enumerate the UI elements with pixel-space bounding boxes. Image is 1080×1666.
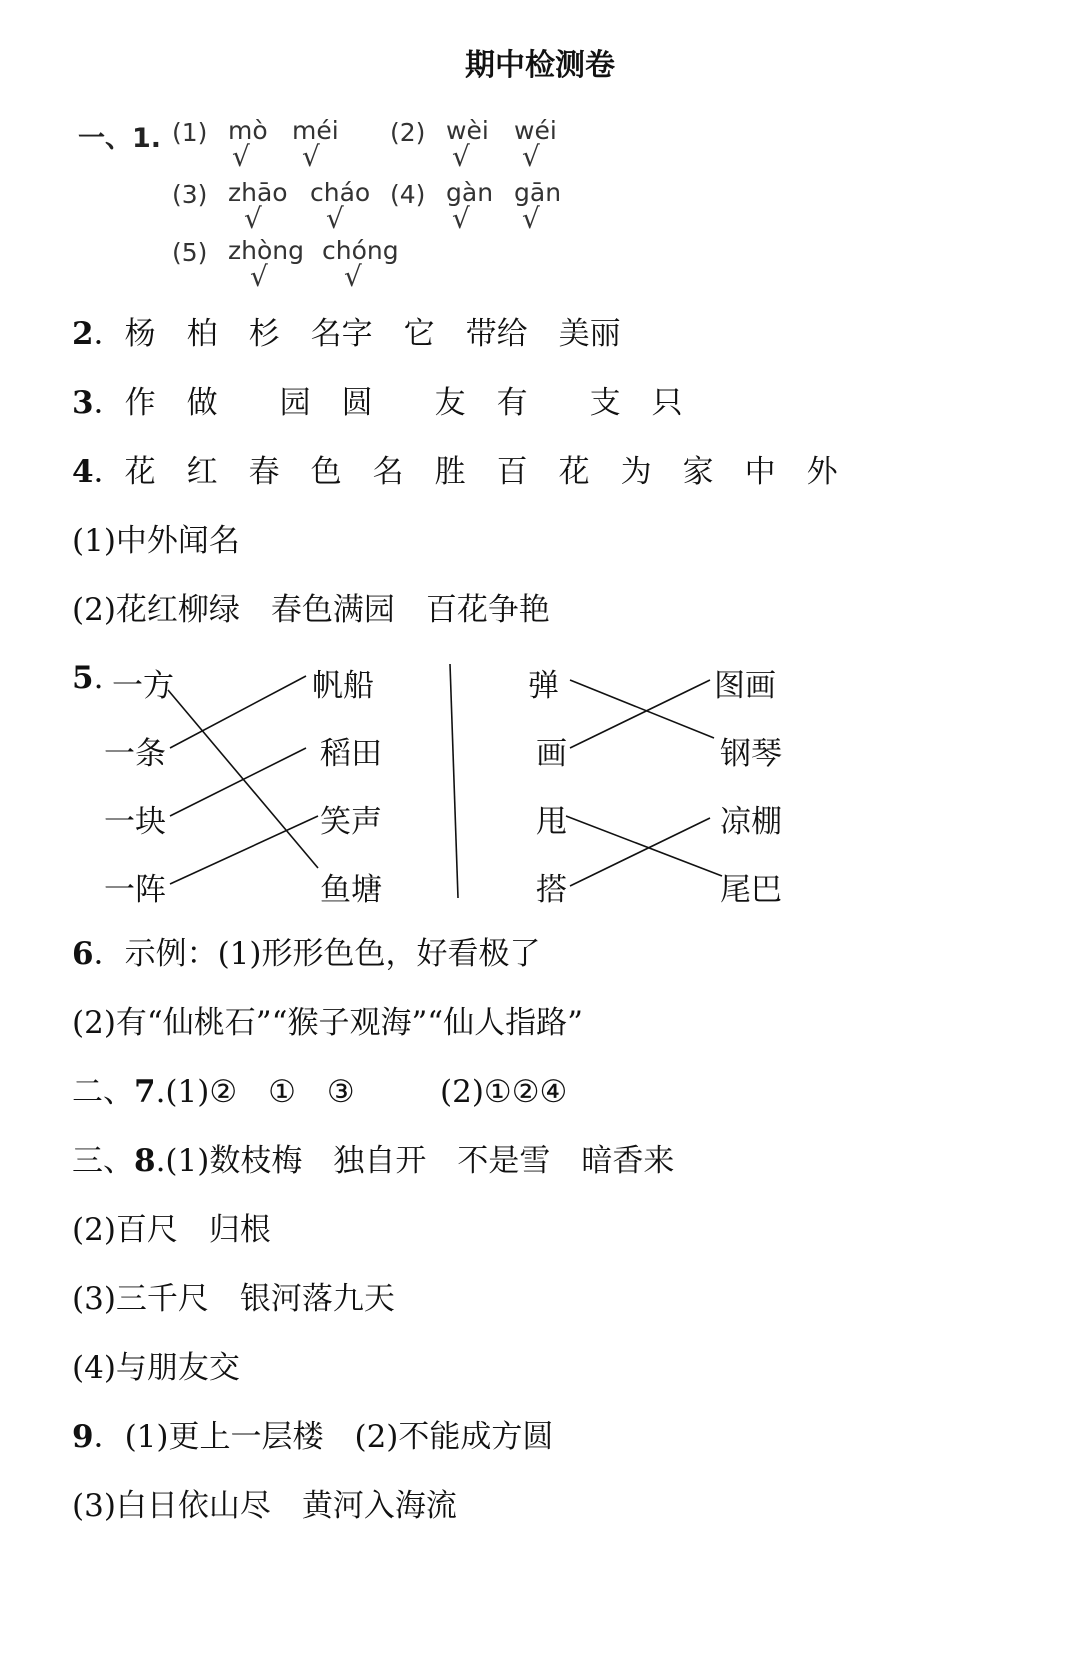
- section-prefix: 三、: [72, 1143, 134, 1179]
- match-line: [570, 680, 710, 748]
- q1-group-4-pinyin-1: gàn: [446, 178, 494, 207]
- question-number: 7: [134, 1074, 156, 1110]
- question-7: [72, 1072, 355, 1112]
- question-number: 9: [72, 1419, 94, 1455]
- question-4-answer: 花 红 春 色 名 胜 百 花 为 家 中 外: [124, 454, 838, 490]
- question-9: [72, 1417, 553, 1457]
- check-mark: √: [244, 202, 262, 235]
- q1-group-4-pinyin-2: gān: [514, 178, 562, 207]
- question-4-sub-2: (2)花红柳绿 春色满园 百花争艳: [72, 592, 550, 628]
- question-6-answer-2: (2)有“仙桃石”“猴子观海”“仙人指路”: [72, 1005, 583, 1041]
- match-right-b-4: 尾巴: [720, 872, 782, 908]
- match-right-a-4: 鱼塘: [320, 872, 382, 908]
- question-number: 4: [72, 454, 94, 490]
- match-line: [570, 818, 710, 886]
- check-mark: √: [250, 260, 268, 293]
- match-line: [170, 676, 306, 748]
- match-line: [566, 816, 722, 876]
- question-6: [72, 934, 541, 974]
- divider-line: [450, 664, 458, 898]
- page-title: 期中检测卷: [465, 48, 615, 83]
- question-2-answer: 杨 柏 杉 名字 它 带给 美丽: [124, 316, 621, 352]
- match-left-b-1: 弹: [528, 668, 559, 704]
- match-right-a-3: 笑声: [320, 804, 382, 840]
- question-9-answer-2: (3)白日依山尽 黄河入海流: [72, 1488, 457, 1524]
- question-number: 6: [72, 936, 94, 972]
- q1-group-3-pinyin-2: cháo: [310, 178, 371, 207]
- match-left-a-2: 一条: [104, 736, 166, 772]
- q1-group-5-pinyin-1: zhòng: [228, 236, 304, 265]
- q1-group-2-pinyin-1: wèi: [446, 116, 489, 145]
- question-8-answer-1: .(1)数枝梅 独自开 不是雪 暗香来: [155, 1143, 675, 1179]
- q1-group-1-pinyin-1: mò: [228, 116, 268, 145]
- match-left-a-3: 一块: [104, 804, 166, 840]
- question-6-answer-1: 示例：(1)形形色色，好看极了: [124, 936, 541, 972]
- question-number: 3: [72, 385, 94, 421]
- check-mark: √: [344, 260, 362, 293]
- match-left-b-2: 画: [536, 736, 567, 772]
- q1-group-2-number: (2): [390, 118, 426, 147]
- question-dot: ．: [93, 1419, 125, 1455]
- check-mark: √: [302, 140, 320, 173]
- question-dot: ．: [93, 385, 125, 421]
- section-prefix: 二、: [72, 1074, 134, 1110]
- question-7-answer-2: (2)①②④: [440, 1074, 568, 1110]
- question-8-answer-3: (3)三千尺 银河落九天: [72, 1281, 395, 1317]
- question-8-answer-4: (4)与朋友交: [72, 1350, 240, 1386]
- q1-group-4-number: (4): [390, 180, 426, 209]
- q1-group-3-number: (3): [172, 180, 208, 209]
- question-3-answer: 作 做 园 圆 友 有 支 只: [124, 385, 683, 421]
- question-8-answer-2: (2)百尺 归根: [72, 1212, 271, 1248]
- question-1-label: 一、1.: [78, 123, 162, 154]
- q1-group-5-pinyin-2: chóng: [322, 236, 399, 265]
- question-number: 5: [72, 660, 94, 696]
- match-left-a-1: 一方: [112, 668, 174, 704]
- match-right-b-1: 图画: [714, 668, 776, 704]
- q1-group-2-pinyin-2: wéi: [514, 116, 557, 145]
- q1-group-1-number: (1): [172, 118, 208, 147]
- match-line: [170, 816, 318, 884]
- question-dot: .: [93, 660, 104, 696]
- q1-group-1-pinyin-2: méi: [292, 116, 339, 145]
- check-mark: √: [522, 202, 540, 235]
- match-right-a-2: 稻田: [320, 736, 382, 772]
- check-mark: √: [522, 140, 540, 173]
- question-number: 8: [134, 1143, 156, 1179]
- question-9-answer-1: (1)更上一层楼 (2)不能成方圆: [124, 1419, 554, 1455]
- question-8: [72, 1141, 674, 1181]
- question-dot: ．: [93, 316, 125, 352]
- match-left-b-4: 搭: [536, 872, 567, 908]
- match-line: [170, 748, 306, 816]
- match-left-b-3: 甩: [536, 804, 567, 840]
- question-number: 2: [72, 316, 94, 352]
- question-dot: ．: [93, 454, 125, 490]
- match-right-b-2: 钢琴: [720, 736, 782, 772]
- check-mark: √: [326, 202, 344, 235]
- check-mark: √: [452, 140, 470, 173]
- question-4-sub-1: (1)中外闻名: [72, 523, 240, 559]
- match-right-a-1: 帆船: [312, 668, 374, 704]
- q1-group-3-pinyin-1: zhāo: [228, 178, 288, 207]
- q1-group-5-number: (5): [172, 238, 208, 267]
- question-dot: ．: [93, 936, 125, 972]
- check-mark: √: [452, 202, 470, 235]
- check-mark: √: [232, 140, 250, 173]
- match-left-a-4: 一阵: [104, 872, 166, 908]
- question-7-answer-1: .(1)② ① ③: [155, 1074, 355, 1110]
- match-right-b-3: 凉棚: [720, 804, 782, 840]
